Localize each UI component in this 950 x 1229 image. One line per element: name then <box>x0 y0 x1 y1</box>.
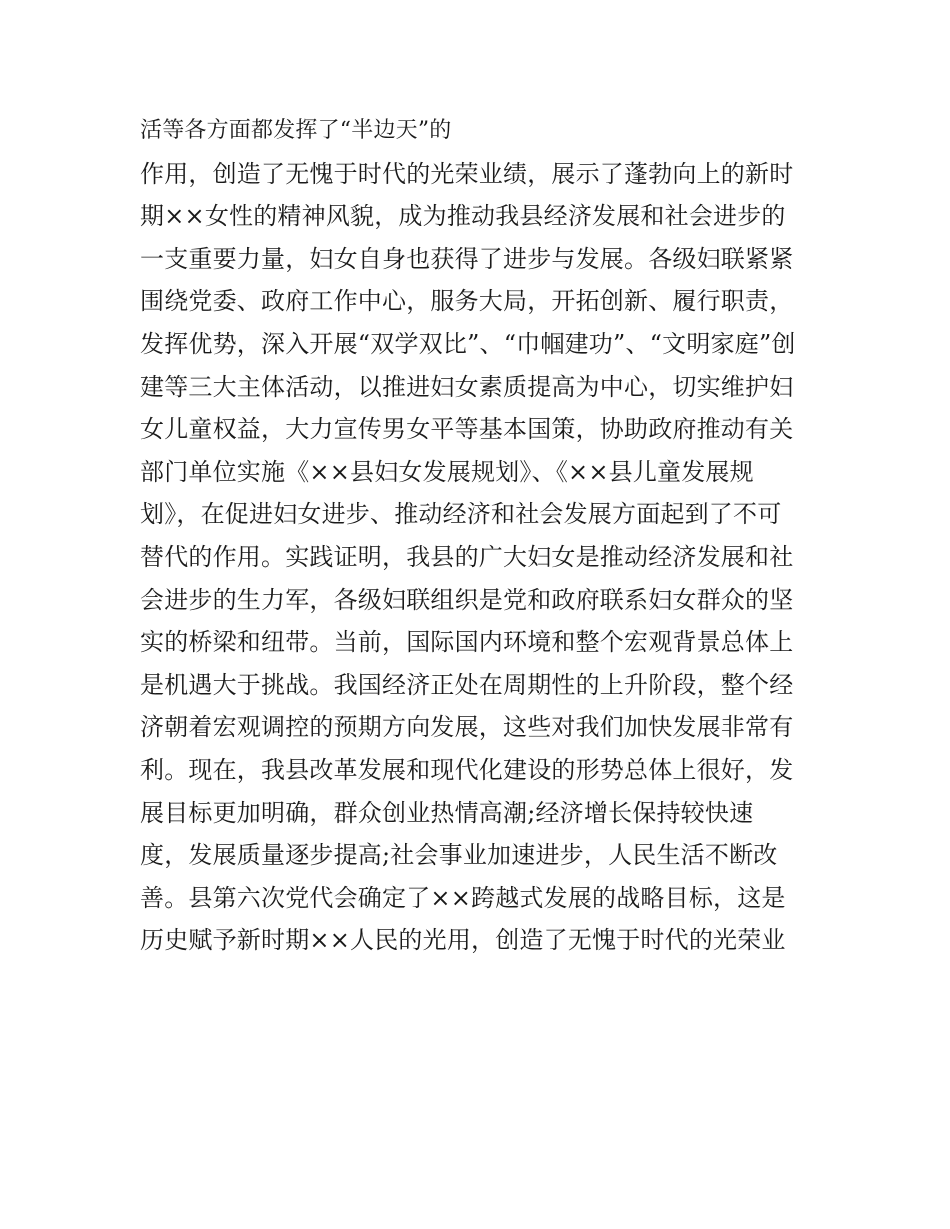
text-line: 利。现在，我县改革发展和现代化建设的形势总体上很好，发 <box>140 755 794 784</box>
text-line: 一支重要力量，妇女自身也获得了进步与发展。各级妇联紧紧 <box>140 244 794 273</box>
text-line: 替代的作用。实践证明，我县的广大妇女是推动经济发展和社 <box>140 542 794 571</box>
text-line: 划》，在促进妇女进步、推动经济和社会发展方面起到了不可 <box>140 500 782 529</box>
text-line: 围绕党委、政府工作中心，服务大局，开拓创新、履行职责， <box>140 287 794 316</box>
text-line: 善。县第六次党代会确定了××跨越式发展的战略目标，这是 <box>140 883 786 912</box>
text-line: 活等各方面都发挥了“半边天”的 <box>140 118 452 143</box>
body-text <box>140 110 840 962</box>
text-line: 展目标更加明确，群众创业热情高潮;经济增长保持较快速 <box>140 798 754 827</box>
text-line: 部门单位实施《××县妇女发展规划》、《××县儿童发展规 <box>140 457 754 486</box>
text-line: 发挥优势，深入开展“双学双比”、“巾帼建功”、“文明家庭”创 <box>140 329 796 358</box>
text-line: 是机遇大于挑战。我国经济正处在周期性的上升阶段，整个经 <box>140 670 794 699</box>
text-line: 女儿童权益，大力宣传男女平等基本国策，协助政府推动有关 <box>140 415 794 444</box>
text-line: 期××女性的精神风貌，成为推动我县经济发展和社会进步的 <box>140 202 786 231</box>
text-line: 建等三大主体活动，以推进妇女素质提高为中心，切实维护妇 <box>140 372 794 401</box>
text-line: 实的桥梁和纽带。当前，国际国内环境和整个宏观背景总体上 <box>140 628 794 657</box>
text-line: 度，发展质量逐步提高;社会事业加速进步，人民生活不断改 <box>140 841 778 870</box>
text-line: 济朝着宏观调控的预期方向发展，这些对我们加快发展非常有 <box>140 713 794 742</box>
text-line: 作用，创造了无愧于时代的光荣业绩，展示了蓬勃向上的新时 <box>140 159 794 188</box>
text-line: 会进步的生力军，各级妇联组织是党和政府联系妇女群众的坚 <box>140 585 794 614</box>
text-line: 历史赋予新时期××人民的光用，创造了无愧于时代的光荣业 <box>140 926 786 955</box>
